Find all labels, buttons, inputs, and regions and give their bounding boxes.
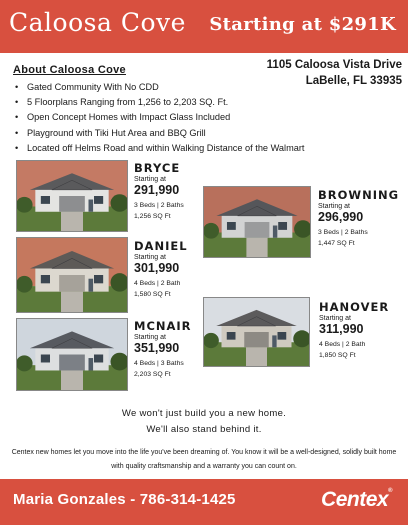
feature-item: • 5 Floorplans Ranging from 1,256 to 2,203 SQ. Ft.	[13, 95, 408, 110]
garage-door	[245, 222, 270, 238]
window	[278, 332, 287, 340]
driveway	[246, 347, 267, 366]
front-door	[272, 335, 276, 347]
feature-item: • Playground with Tiki Hut Area and BBQ Grill	[13, 126, 408, 141]
driveway	[61, 370, 83, 390]
beds-baths: 4 Beds | 3 Baths	[134, 360, 184, 367]
front-door	[89, 358, 94, 370]
home-photo	[16, 237, 128, 313]
garage-door	[59, 355, 85, 371]
floorplan-name: HANOVER	[319, 300, 390, 314]
about-heading: About Caloosa Cove	[13, 64, 126, 76]
window	[94, 355, 103, 363]
garage-door	[244, 332, 269, 347]
beds-baths: 4 Beds | 2 Bath	[134, 280, 181, 287]
window	[41, 196, 50, 204]
floorplan-name: MCNAIR	[134, 319, 192, 333]
floorplan-name: BRYCE	[134, 161, 181, 175]
starting-label: Starting at	[134, 176, 166, 183]
home-card-mcnair	[16, 318, 216, 391]
home-photo	[16, 318, 128, 391]
house-illustration	[17, 238, 127, 312]
home-photo	[203, 186, 311, 258]
square-feet: 1,580 SQ Ft	[134, 291, 171, 298]
square-feet: 1,850 SQ Ft	[319, 352, 356, 359]
home-info	[134, 320, 192, 380]
window	[94, 196, 103, 204]
starting-label: Starting at	[318, 203, 350, 210]
brand-description: Centex new homes let you move into the life you've been dreaming of. You know it will be a well-designed, solidly built home with quality craftsmanship and a warranty you can count on.	[11, 449, 397, 470]
home-info	[319, 301, 389, 361]
garage-door	[59, 196, 85, 212]
square-feet: 2,203 SQ Ft	[134, 371, 171, 378]
tagline	[0, 406, 408, 438]
home-info	[134, 162, 184, 222]
house-illustration	[204, 187, 310, 257]
feature-list	[13, 80, 408, 156]
home-photo	[203, 297, 310, 367]
feature-item: • Located off Helms Road and within Walking Distance of the Walmart	[13, 141, 408, 156]
driveway	[61, 212, 83, 231]
agent-contact: Maria Gonzales - 786-314-1425	[13, 491, 236, 508]
floorplan-name: BROWNING	[318, 188, 400, 202]
window	[94, 275, 103, 283]
floorplan-price: 311,990	[319, 322, 364, 336]
beds-baths: 3 Beds | 2 Baths	[134, 202, 184, 209]
house-illustration	[17, 319, 127, 390]
driveway	[61, 292, 83, 312]
window	[227, 222, 236, 230]
window	[278, 222, 287, 230]
home-card-daniel	[16, 237, 216, 313]
home-card-bryce	[16, 160, 216, 232]
feature-item: • Gated Community With No CDD	[13, 80, 408, 95]
house-illustration	[17, 161, 127, 231]
home-info	[134, 240, 188, 300]
address-line-1: 1105 Caloosa Vista Drive	[266, 59, 402, 71]
centex-logo	[321, 488, 392, 512]
starting-label: Starting at	[134, 254, 166, 261]
home-card-browning	[203, 186, 408, 258]
tagline-line-1: We won't just build you a new home.	[121, 408, 287, 419]
home-card-hanover	[203, 297, 408, 367]
community-title: Caloosa Cove	[9, 8, 186, 37]
floorplan-price: 351,990	[134, 341, 180, 355]
starting-price-headline: Starting at $291K	[209, 14, 396, 35]
brand-name: Centex	[321, 488, 389, 511]
window	[41, 355, 50, 363]
front-door	[273, 226, 277, 238]
floorplan-price: 291,990	[134, 183, 180, 197]
trademark-mark: ®	[388, 488, 392, 494]
home-info	[318, 189, 399, 249]
tagline-line-2: We'll also stand behind it.	[146, 424, 262, 435]
floorplan-name: DANIEL	[134, 239, 188, 253]
garage-door	[59, 275, 85, 292]
house-illustration	[204, 298, 309, 366]
home-photo	[16, 160, 128, 232]
feature-item: • Open Concept Homes with Impact Glass Included	[13, 110, 408, 125]
front-door	[89, 279, 94, 292]
address-line-2: LaBelle, FL 33935	[305, 75, 402, 87]
window	[227, 332, 236, 340]
footer-banner	[0, 479, 408, 525]
square-feet: 1,447 SQ Ft	[318, 240, 355, 247]
starting-label: Starting at	[319, 315, 351, 322]
floorplan-price: 301,990	[134, 261, 180, 275]
window	[41, 275, 50, 283]
front-door	[89, 200, 94, 212]
beds-baths: 4 Beds | 2 Bath	[319, 341, 366, 348]
square-feet: 1,256 SQ Ft	[134, 213, 171, 220]
driveway	[246, 238, 267, 257]
floorplan-price: 296,990	[318, 210, 364, 224]
header-banner	[0, 0, 408, 53]
starting-label: Starting at	[134, 334, 166, 341]
beds-baths: 3 Beds | 2 Baths	[318, 229, 368, 236]
